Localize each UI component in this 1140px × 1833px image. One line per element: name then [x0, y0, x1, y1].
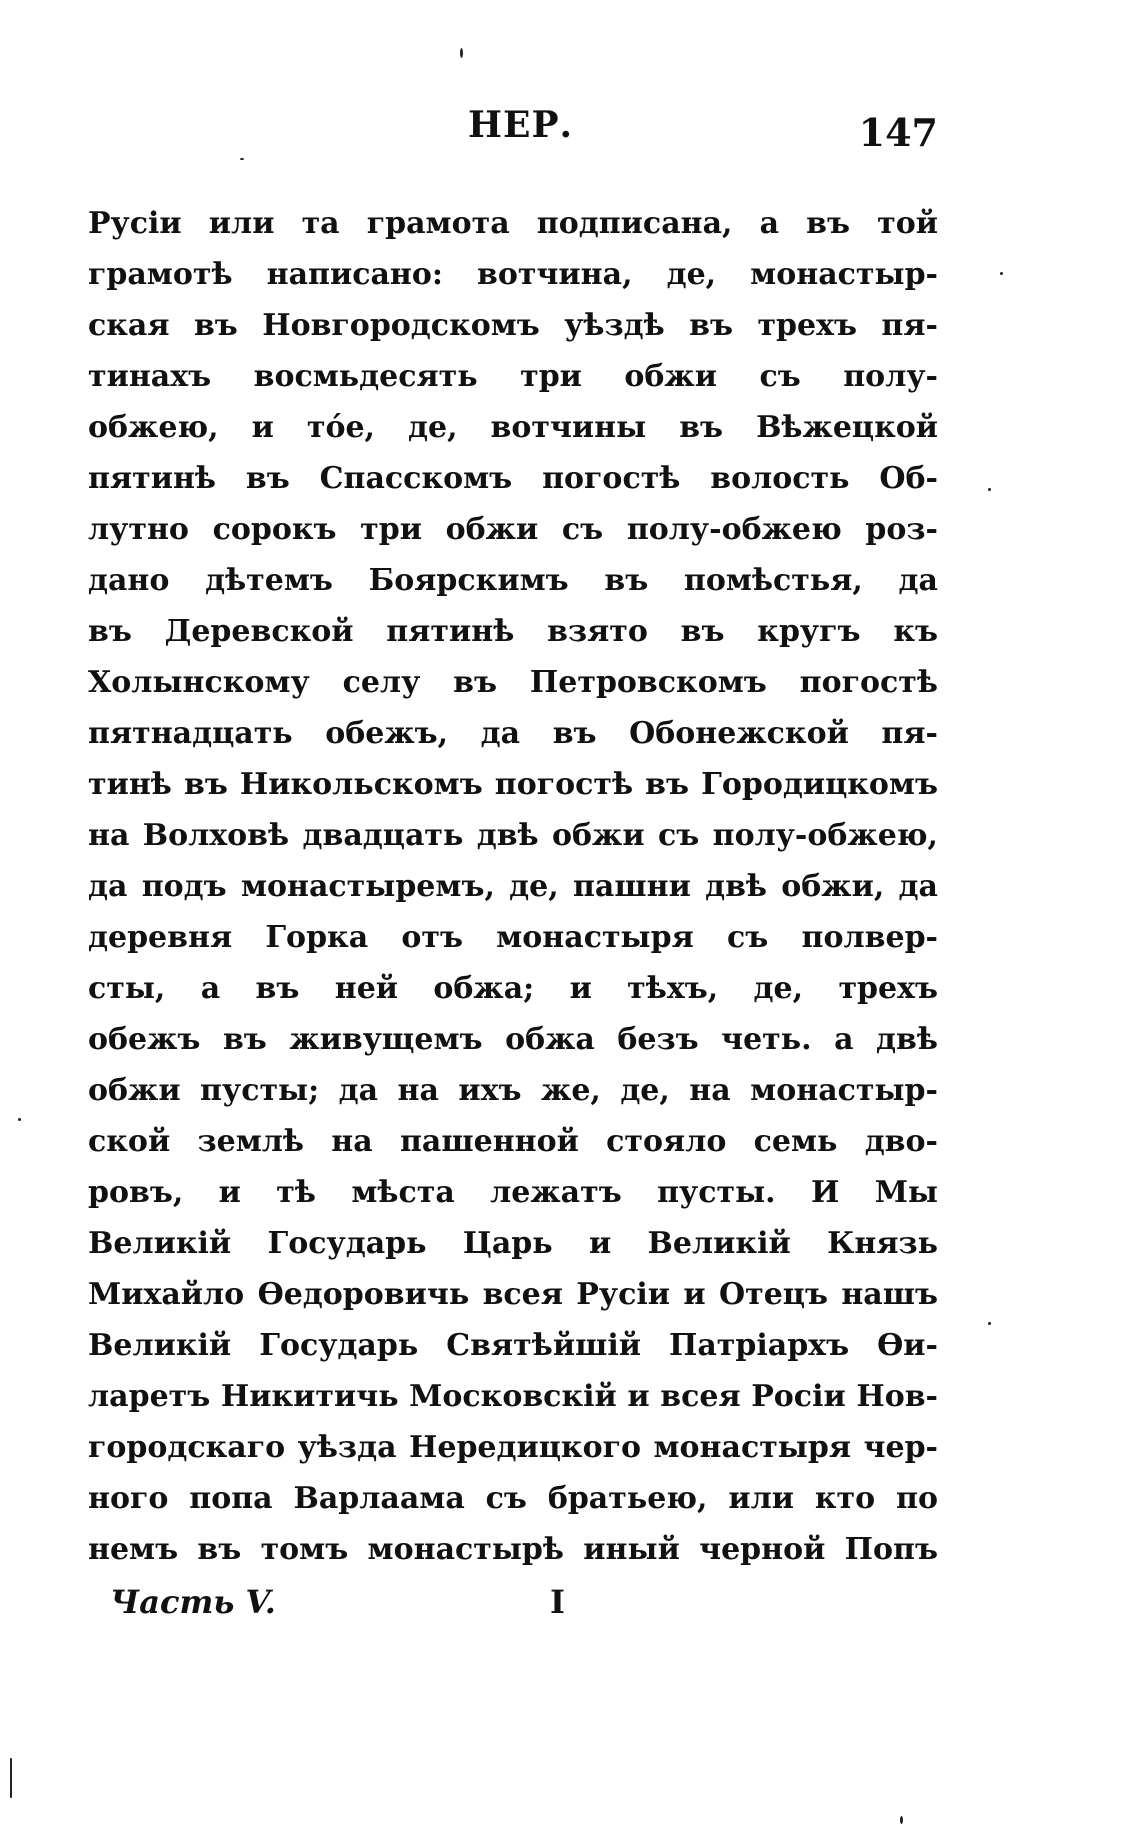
- text-line: обежъ въ живущемъ обжа безъ четь. а двѣ: [88, 1022, 938, 1057]
- running-head: НЕР.: [468, 104, 574, 146]
- text-line: лутно сорокъ три обжи съ полу-обжею роз-: [88, 512, 938, 547]
- text-line: немъ въ томъ монастырѣ иный черной Попъ: [88, 1532, 938, 1567]
- signature-mark: I: [550, 1583, 565, 1621]
- page-footer: [110, 1583, 710, 1633]
- signature-part: Часть V.: [110, 1583, 276, 1621]
- text-line: городскаго уѣзда Нередицкого монастыря чер-: [88, 1430, 938, 1465]
- scan-speck: [10, 1758, 12, 1798]
- text-line: ской землѣ на пашенной стояло семь дво-: [88, 1124, 938, 1159]
- text-line: дано дѣтемъ Боярскимъ въ помѣстья, да: [88, 563, 938, 598]
- scan-speck: [18, 1118, 21, 1121]
- text-line: Михайло Ѳедоровичь всея Русіи и Отецъ нашъ: [88, 1277, 938, 1312]
- text-line: сты, а въ ней обжа; и тѣхъ, де, трехъ: [88, 971, 938, 1006]
- text-line: Великій Государь Царь и Великій Князь: [88, 1226, 938, 1261]
- scan-speck: [460, 48, 463, 58]
- scan-speck: [240, 158, 244, 160]
- page-number: 147: [858, 110, 938, 155]
- text-line: тинѣ въ Никольскомъ погостѣ въ Городицкомъ: [88, 767, 938, 802]
- text-line: обжею, и то́е, де, вотчины въ Вѣжецкой: [88, 410, 938, 445]
- text-line: въ Деревской пятинѣ взято въ кругъ къ: [88, 614, 938, 649]
- text-line: на Волховѣ двадцать двѣ обжи съ полу-обжею,: [88, 818, 938, 853]
- text-line: обжи пусты; да на ихъ же, де, на монастыр-: [88, 1073, 938, 1108]
- text-line: Холынскому селу въ Петровскомъ погостѣ: [88, 665, 938, 700]
- text-line: ларетъ Никитичь Московскій и всея Росіи Нов-: [88, 1379, 938, 1414]
- text-line: да подъ монастыремъ, де, пашни двѣ обжи, да: [88, 869, 938, 904]
- scan-speck: [988, 488, 991, 491]
- scan-speck: [1000, 272, 1003, 275]
- text-line: деревня Горка отъ монастыря съ полвер-: [88, 920, 938, 955]
- text-line: Русіи или та грамота подписана, а въ той: [88, 206, 938, 241]
- text-line: пятинѣ въ Спасскомъ погостѣ волость Об-: [88, 461, 938, 496]
- text-line: Великій Государь Святѣйшій Патріархъ Ѳи-: [88, 1328, 938, 1363]
- page-header: [88, 104, 938, 160]
- text-line: ская въ Новгородскомъ уѣздѣ въ трехъ пя-: [88, 308, 938, 343]
- text-line: грамотѣ написано: вотчина, де, монастыр-: [88, 257, 938, 292]
- scan-speck: [988, 1322, 991, 1325]
- text-line: тинахъ восмьдесять три обжи съ полу-: [88, 359, 938, 394]
- text-line: пятнадцать обежъ, да въ Обонежской пя-: [88, 716, 938, 751]
- text-line: ровъ, и тѣ мѣста лежатъ пусты. И Мы: [88, 1175, 938, 1210]
- text-line: ного попа Варлаама съ братьею, или кто по: [88, 1481, 938, 1516]
- scan-speck: [900, 1816, 903, 1824]
- body-text: [88, 198, 938, 1575]
